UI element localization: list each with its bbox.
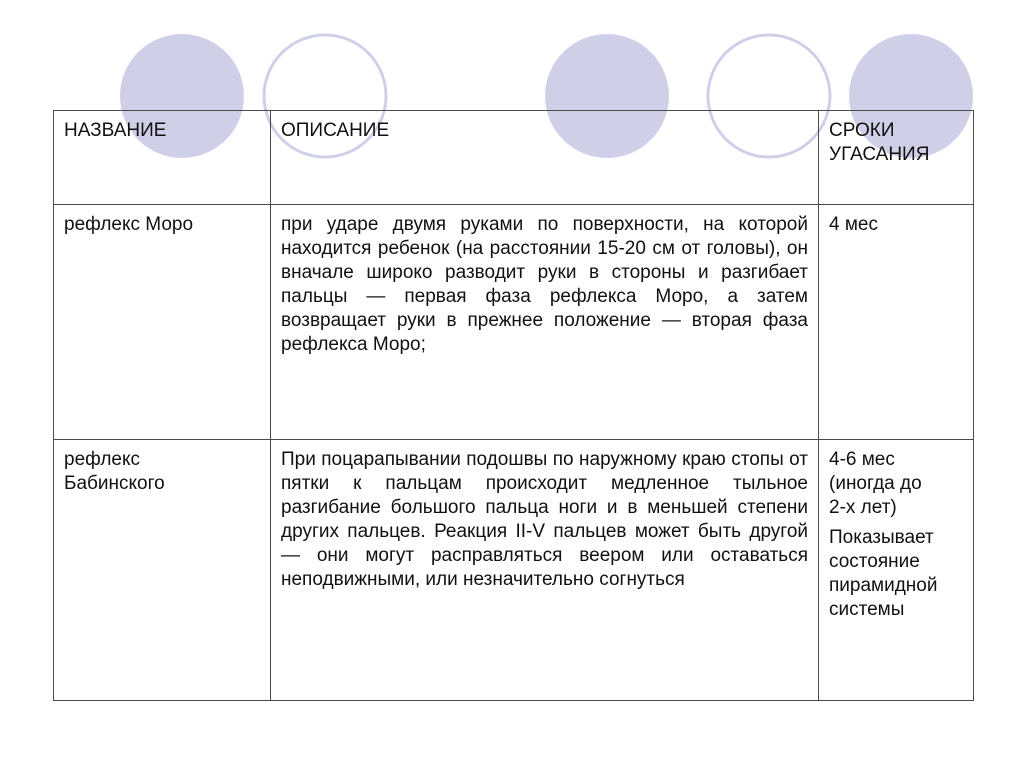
header-term-line1: СРОКИ [829, 120, 895, 141]
table-row [54, 205, 974, 440]
table-header-row [54, 111, 974, 205]
babinski-name-line1: рефлекс [64, 449, 141, 470]
babinski-description: При поцарапывании подошвы по наружному краю стопы от пятки к пальцам происходит медленное тыльное разгибание большого пальца ноги и в меньшей степени других пальцев. Реакция II-V пальцев может быть другой — они могут расправляться веером или оставаться неподвижными, или незначительно согнуться [271, 440, 819, 701]
babinski-note-line1: Показывает [829, 527, 934, 548]
moro-term: 4 мес [819, 205, 974, 440]
header-description: ОПИСАНИЕ [271, 111, 819, 205]
babinski-term-line2: (иногда до [829, 473, 922, 494]
moro-description: при ударе двумя руками по поверхности, на которой находится ребенок (на расстоянии 15-20 см от головы), он вначале широко разводит руки в стороны и разгибает пальцы — первая фаза рефлекса Моро, а затем возвращает руки в прежнее положение — вторая фаза рефлекса Моро; [271, 205, 819, 440]
babinski-note-line4: системы [829, 599, 905, 620]
babinski-name [54, 440, 271, 701]
babinski-note-line2: состояние [829, 551, 920, 572]
table-row [54, 440, 974, 701]
reflex-table [53, 110, 974, 701]
header-term [819, 111, 974, 205]
header-term-line2: УГАСАНИЯ [829, 144, 930, 165]
babinski-term [819, 440, 974, 701]
babinski-term-line1: 4-6 мес [829, 449, 895, 470]
header-name: НАЗВАНИЕ [54, 111, 271, 205]
moro-name: рефлекс Моро [54, 205, 271, 440]
babinski-name-line2: Бабинского [64, 473, 165, 494]
babinski-term-line3: 2-х лет) [829, 497, 897, 518]
babinski-note-line3: пирамидной [829, 575, 938, 596]
